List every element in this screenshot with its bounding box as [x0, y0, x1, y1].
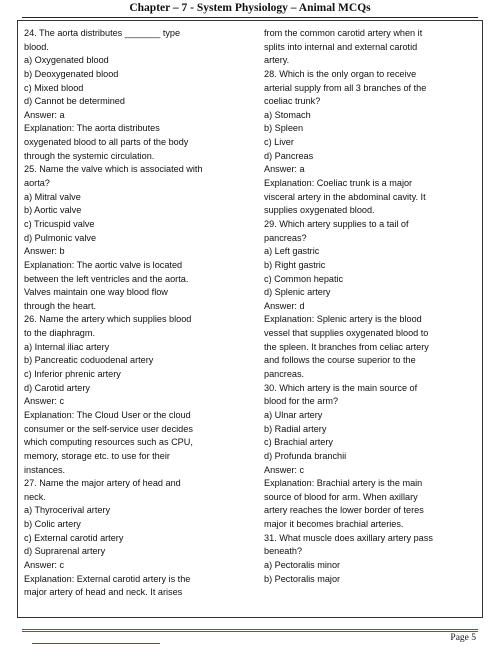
text-line: a) Mitral valve — [24, 191, 81, 202]
text-line: b) Deoxygenated blood — [24, 68, 119, 79]
text-line: instances. — [24, 464, 66, 475]
text-line: which computing resources such as CPU, — [24, 437, 193, 448]
text-line: Explanation: The aortic valve is located — [24, 259, 183, 270]
text-line: aorta? — [24, 178, 50, 189]
footer-divider-blue — [22, 629, 478, 630]
text-line: Valves maintain one way blood flow — [24, 287, 168, 298]
text-line: c) Tricuspid valve — [24, 218, 95, 229]
right-column — [264, 27, 482, 586]
text-line: the spleen. It branches from celiac artery — [264, 341, 429, 352]
text-line: major artery of head and neck. It arises — [24, 587, 183, 598]
text-line: Answer: c — [24, 559, 65, 570]
text-line: 25. Name the valve which is associated with — [24, 164, 203, 175]
text-line: 24. The aorta distributes _______ type — [24, 28, 181, 38]
text-line: 27. Name the major artery of head and — [24, 478, 181, 489]
footer-divider-red — [22, 631, 478, 632]
text-line: major it becomes brachial arteries. — [264, 519, 404, 530]
text-line: consumer or the self-service user decides — [24, 423, 193, 434]
text-line: a) Left gastric — [264, 246, 320, 257]
text-line: neck. — [24, 491, 46, 502]
text-line: oxygenated blood to all parts of the body — [24, 137, 189, 148]
text-line: d) Carotid artery — [24, 382, 90, 393]
text-line: b) Right gastric — [264, 259, 326, 270]
text-line: d) Cannot be determined — [24, 96, 125, 107]
header-divider — [22, 17, 478, 18]
text-line: blood for the arm? — [264, 396, 339, 407]
text-line: d) Profunda branchii — [264, 450, 347, 461]
text-line: b) Spleen — [264, 123, 304, 134]
text-line: through the heart. — [24, 300, 97, 311]
text-line: pancreas. — [264, 369, 305, 380]
text-line: to the diaphragm. — [24, 328, 96, 339]
text-line: from the common carotid artery when it — [264, 28, 423, 38]
page-header-title: Chapter – 7 - System Physiology – Animal MCQs — [129, 2, 371, 14]
text-line: artery reaches the lower border of teres — [264, 505, 424, 516]
text-line: and follows the course superior to the — [264, 355, 416, 366]
text-line: c) Inferior phrenic artery — [24, 369, 121, 380]
text-line: d) Pancreas — [264, 150, 314, 161]
text-line: Answer: c — [24, 396, 65, 407]
text-line: Explanation: The aorta distributes — [24, 123, 160, 134]
text-line: pancreas? — [264, 232, 307, 243]
text-line: d) Splenic artery — [264, 287, 331, 298]
text-line: artery. — [264, 55, 290, 66]
text-line: Explanation: Coeliac trunk is a major — [264, 178, 413, 189]
text-line: a) Oxygenated blood — [24, 55, 109, 66]
footer-link-underline[interactable] — [32, 643, 160, 644]
text-line: through the systemic circulation. — [24, 150, 155, 161]
text-line: vessel that supplies oxygenated blood to — [264, 328, 429, 339]
text-line: Answer: b — [24, 246, 65, 257]
text-line: 29. Which artery supplies to a tail of — [264, 218, 409, 229]
text-line: a) Pectoralis minor — [264, 559, 341, 570]
page-number: Page 5 — [450, 633, 476, 643]
text-line: a) Stomach — [264, 109, 311, 120]
text-line: 31. What muscle does axillary artery pass — [264, 532, 433, 543]
text-line: Explanation: Brachial artery is the main — [264, 478, 423, 489]
text-line: between the left ventricles and the aorta. — [24, 273, 189, 284]
text-line: c) Common hepatic — [264, 273, 344, 284]
text-line: 26. Name the artery which supplies blood — [24, 314, 192, 325]
text-line: c) External carotid artery — [24, 532, 124, 543]
text-line: a) Thyrocerival artery — [24, 505, 111, 516]
text-line: c) Mixed blood — [24, 82, 84, 93]
text-line: a) Internal iliac artery — [24, 341, 110, 352]
text-line: 30. Which artery is the main source of — [264, 382, 418, 393]
text-line: d) Pulmonic valve — [24, 232, 97, 243]
left-column — [24, 27, 242, 600]
text-line: memory, storage etc. to use for their — [24, 450, 170, 461]
text-line: arterial supply from all 3 branches of the — [264, 82, 427, 93]
text-line: b) Radial artery — [264, 423, 327, 434]
text-line: b) Pancreatic coduodenal artery — [24, 355, 154, 366]
text-line: c) Brachial artery — [264, 437, 333, 448]
text-line: supplies oxygenated blood. — [264, 205, 375, 216]
text-line: coeliac trunk? — [264, 96, 321, 107]
text-line: c) Liver — [264, 137, 294, 148]
text-line: Answer: a — [264, 164, 305, 175]
text-line: Answer: d — [264, 300, 305, 311]
content-frame — [17, 20, 483, 618]
text-line: a) Ulnar artery — [264, 409, 323, 420]
text-line: b) Pectoralis major — [264, 573, 341, 584]
text-line: Explanation: The Cloud User or the cloud — [24, 409, 191, 420]
text-line: Answer: a — [24, 109, 65, 120]
text-line: b) Colic artery — [24, 519, 81, 530]
text-line: blood. — [24, 41, 49, 52]
text-line: Explanation: External carotid artery is the — [24, 573, 191, 584]
text-line: d) Suprarenal artery — [24, 546, 106, 557]
text-line: Answer: c — [264, 464, 305, 475]
text-line: splits into internal and external carotid — [264, 41, 418, 52]
text-line: beneath? — [264, 546, 303, 557]
text-line: b) Aortic valve — [24, 205, 82, 216]
text-line: Explanation: Splenic artery is the blood — [264, 314, 422, 325]
text-line: 28. Which is the only organ to receive — [264, 68, 417, 79]
text-line: visceral artery in the abdominal cavity. It — [264, 191, 426, 202]
text-line: source of blood for arm. When axillary — [264, 491, 418, 502]
